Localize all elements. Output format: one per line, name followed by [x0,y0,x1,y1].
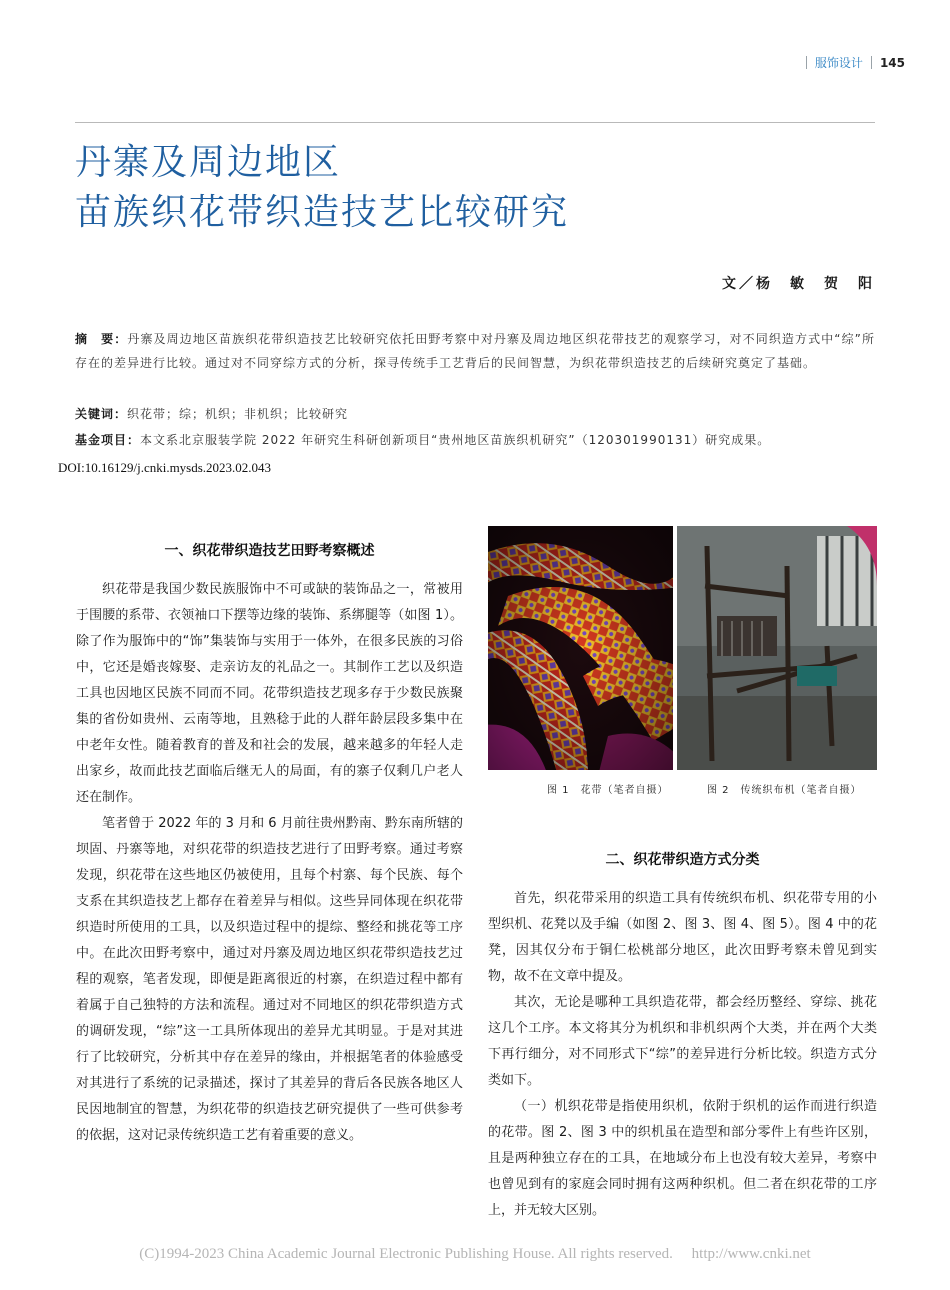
keywords-label: 关键词： [75,407,128,421]
abstract-text: 丹寨及周边地区苗族织花带织造技艺比较研究依托田野考察中对丹寨及周边地区织花带技艺的观察学习，对不同织造方式中“综”所存在的差异进行比较。通过对不同穿综方式的分析，探寻传统手工艺背后的民间智慧，为织花带织造技艺的后续研究奠定了基础。 [75,332,875,370]
paragraph: 其次，无论是哪种工具织造花带，都会经历整经、穿综、挑花这几个工序。本文将其分为机织和非机织两个大类，并在两个大类下再行细分，对不同形式下“综”的差异进行分析比较。织造方式分类如下。 [488,995,877,1088]
abstract-label: 摘 要： [75,332,128,346]
loom-image [677,526,877,770]
fund-label: 基金项目： [75,433,141,447]
header-rule [75,122,875,123]
abstract [75,327,875,375]
section-label: 服饰设计 [814,56,863,70]
fund-info [75,428,875,452]
paragraph: （一）机织花带是指使用织机，依附于织机的运作而进行织造的花带。图 2、图 3 中的织机虽在造型和部分零件上有些许区别，且是两种独立存在的工具，在地域分布上也没有较大差异，考察中也曾见到有的家庭会同时拥有这两种织机。但二者在织花带的工序上，并无较大区别。 [488,1099,877,1218]
section-1-heading: 一、织花带织造技艺田野考察概述 [164,543,375,559]
section-2-heading: 二、织花带织造方式分类 [605,852,760,868]
divider [806,56,807,69]
copyright-footer: (C)1994-2023 China Academic Journal Electronic Publishing House. All rights reserved. http://www.cnki.net [139,1246,811,1262]
fund-text: 本文系北京服装学院 2022 年研究生科研创新项目“贵州地区苗族织机研究”（120301990131）研究成果。 [140,433,771,447]
woven-ribbon-image [488,526,673,770]
section-1 [76,540,463,1149]
doi[interactable]: DOI:10.16129/j.cnki.mysds.2023.02.043 [58,460,272,475]
keywords [75,402,875,426]
keywords-text: 织花带；综；机织；非机织；比较研究 [127,407,349,421]
paragraph: 织花带是我国少数民族服饰中不可或缺的装饰品之一，常被用于围腰的系带、衣领袖口下摆等边缘的装饰、系绑腿等（如图 1）。除了作为服饰中的“饰”集装饰与实用于一体外，在很多民族的习俗中，它还是婚丧嫁娶、走亲访友的礼品之一。其制作工艺以及织造工具也因地区民族不同而不同。花带织造技艺现多存于少数民族聚集的省份如贵州、云南等地，且熟稔于此的人群年龄层段多集中在中老年女性。随着教育的普及和社会的发展，越来越多的年轻人走出家乡，故而此技艺面临后继无人的局面，有的寨子仅剩几户老人还在制作。 [76,582,463,805]
title-line-2: 苗族织花带织造技艺比较研究 [75,192,570,233]
paragraph: 笔者曾于 2022 年的 3 月和 6 月前往贵州黔南、黔东南所辖的坝固、丹寨等地，对织花带的织造技艺进行了田野考察。通过考察发现，织花带在这些地区仍被使用，且每个村寨、每个民族、每个支系在其织造技艺上都存在着差异与相似。这些异同体现在织花带织造时所使用的工具，以及织造过程中的提综、整经和挑花等工序中。在此次田野考察中，通过对丹寨及周边地区织花带织造技艺过程的观察，笔者发现，即便是距离很近的村寨，在织造过程中都有着属于自己独特的方法和流程。通过对不同地区的织花带织造方式的调研发现，“综”这一工具所体现出的差异尤其明显。于是对其进行了比较研究，分析其中存在差异的缘由，并根据笔者的体验感受对其进行了系统的记录描述，探讨了其差异的背后各民族各地区人民因地制宜的智慧，为织花带的织造技艺研究提供了一些可供参考的依据，这对记录传统织造工艺有着重要的意义。 [76,816,463,1143]
page-number: 145 [879,55,905,70]
figure-2-caption: 图 2 传统织布机（笔者自摄） [707,785,862,796]
figure-2-photo [677,526,877,770]
running-head [806,54,905,71]
title-line-1: 丹寨及周边地区 [75,142,342,183]
section-2 [488,849,877,1224]
paragraph: 首先，织花带采用的织造工具有传统织布机、织花带专用的小型织机、花凳以及手编（如图 2、图 3、图 4、图 5）。图 4 中的花凳，因其仅分布于铜仁松桃部分地区，此次田野考察未曾见到实物，故不在文章中提及。 [488,891,877,984]
author-byline: 文／杨 敏 贺 阳 [722,276,875,292]
divider [871,56,872,69]
figure-1-photo [488,526,673,770]
figure-1-caption: 图 1 花带（笔者自摄） [547,785,669,796]
article-title [75,138,569,238]
